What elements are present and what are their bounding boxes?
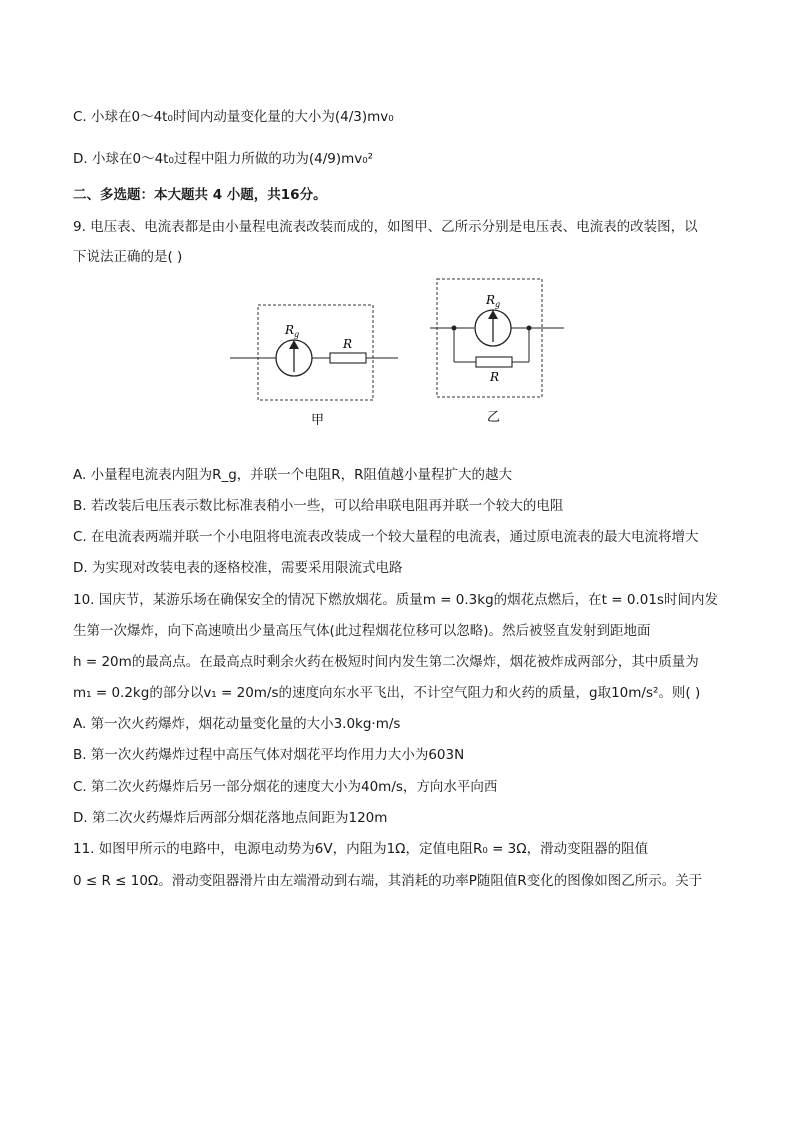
- circuit-figure-yi: [428, 276, 568, 426]
- galvanometer-label-yi: $R_g$: [486, 293, 501, 309]
- question-9-stem-line2: 下说法正确的是( ): [73, 249, 183, 265]
- question-9-option-d: D. 为实现对改装电表的逐格校准，需要采用限流式电路: [73, 560, 403, 576]
- question-11-stem-line1: 11. 如图甲所示的电路中，电源电动势为6V，内阻为1Ω，定值电阻R₀ = 3Ω，滑动变阻器的阻值: [73, 841, 649, 857]
- line-option-c-q8: C. 小球在0～4t₀时间内动量变化量的大小为(4/3)mv₀: [73, 109, 394, 125]
- section-heading-multiple-choice: 二、多选题：本大题共 4 小题，共16分。: [73, 187, 327, 203]
- resistor-yi: [476, 357, 512, 367]
- question-10-stem-line2: 生第一次爆炸，向下高速喷出少量高压气体(此过程烟花位移可以忽略)。然后被竖直发射到距地面: [73, 623, 651, 639]
- question-10-stem-line4: m₁ = 0.2kg的部分以v₁ = 20m/s的速度向东水平飞出，不计空气阻力和火药的质量，g取10m/s²。则( ): [73, 685, 701, 701]
- question-10-stem-line3: h = 20m的最高点。在最高点时剩余火药在极短时间内发生第二次爆炸，烟花被炸成两部分，其中质量为: [73, 654, 699, 670]
- question-9-option-b: B. 若改装后电压表示数比标准表稍小一些，可以给串联电阻再并联一个较大的电阻: [73, 498, 564, 514]
- question-10-option-c: C. 第二次火药爆炸后另一部分烟花的速度大小为40m/s，方向水平向西: [73, 779, 498, 795]
- question-10-option-b: B. 第一次火药爆炸过程中高压气体对烟花平均作用力大小为603N: [73, 747, 465, 763]
- figure-caption-jia: 甲: [311, 413, 325, 428]
- circuit-figure-jia: [228, 300, 403, 430]
- resistor-label-jia: R: [343, 337, 353, 351]
- question-10-option-a: A. 第一次火药爆炸，烟花动量变化量的大小3.0kg·m/s: [73, 716, 401, 732]
- resistor-jia: [330, 353, 366, 363]
- question-11-stem-line2: 0 ≤ R ≤ 10Ω。滑动变阻器滑片由左端滑动到右端，其消耗的功率P随阻值R变化的图像如图乙所示。关于: [73, 873, 703, 889]
- question-9-option-a: A. 小量程电流表内阻为R_g，并联一个电阻R，R阻值越小量程扩大的越大: [73, 467, 513, 483]
- question-9-stem-line1: 9. 电压表、电流表都是由小量程电流表改装而成的，如图甲、乙所示分别是电压表、电流表的改装图，以: [73, 219, 698, 235]
- question-9-option-c: C. 在电流表两端并联一个小电阻将电流表改装成一个较大量程的电流表，通过原电流表的最大电流将增大: [73, 529, 699, 545]
- question-10-stem-line1: 10. 国庆节，某游乐场在确保安全的情况下燃放烟花。质量m = 0.3kg的烟花点燃后，在t = 0.01s时间内发: [73, 592, 718, 608]
- galvanometer-label-jia: $R_g$: [285, 323, 300, 339]
- resistor-label-yi: R: [490, 370, 500, 384]
- question-10-option-d: D. 第二次火药爆炸后两部分烟花落地点间距为120m: [73, 810, 388, 826]
- line-option-d-q8: D. 小球在0～4t₀过程中阻力所做的功为(4/9)mv₀²: [73, 151, 374, 167]
- figure-caption-yi: 乙: [487, 410, 501, 425]
